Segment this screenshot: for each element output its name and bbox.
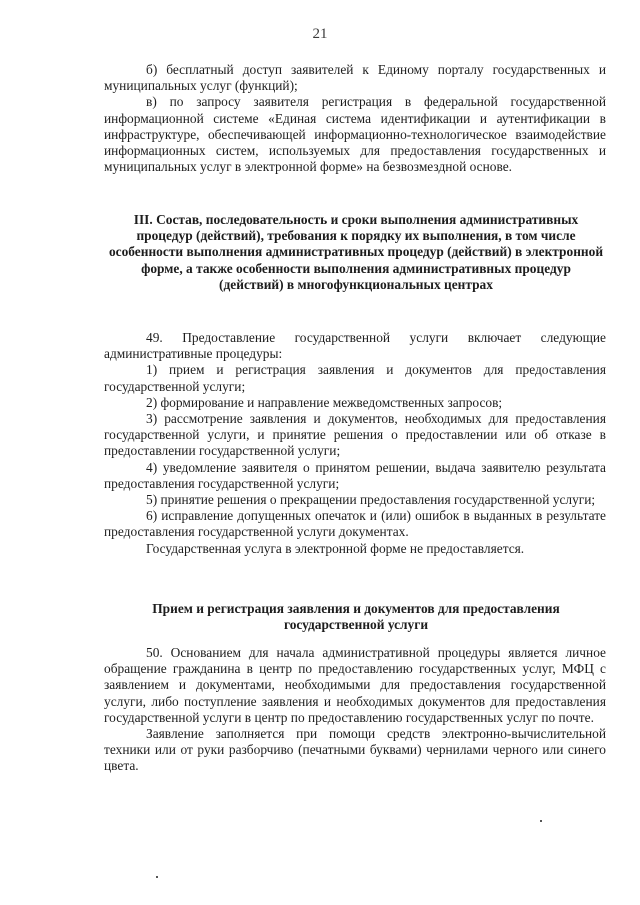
subsection-heading-reception — [108, 601, 604, 633]
paragraph-item-b: б) бесплатный доступ заявителей к Единому порталу государственных и муниципальных услуг (функций); — [104, 62, 606, 94]
paragraph-block-reception — [104, 645, 606, 775]
scan-speck — [540, 820, 542, 822]
procedure-item-3: 3) рассмотрение заявления и документов, необходимых для предоставления государственной услуги, и принятие решения о предоставлении или об отказе в предоставлении государственной услуги; — [104, 411, 606, 459]
electronic-form-note: Государственная услуга в электронной форме не предоставляется. — [146, 540, 525, 556]
paragraph-49: 49. Предоставление государственной услуги включает следующие административные процедуры: — [104, 330, 606, 362]
paragraph-block-access — [104, 62, 606, 175]
scan-speck — [156, 876, 158, 878]
paragraph-item-v: в) по запросу заявителя регистрация в федеральной государственной информационной системе «Единая система идентификации и аутентификации в инфраструктуре, обеспечивающей информационно-технологическое взаимодействие информационных систем, используемых для предоставления государственных и муниципальных услуг в электронной форме» на безвозмездной основе. — [104, 94, 606, 175]
procedure-item-1: 1) прием и регистрация заявления и документов для предоставления государственной услуги; — [104, 362, 606, 394]
procedure-item-2: 2) формирование и направление межведомственных запросов; — [146, 394, 503, 410]
procedure-item-4: 4) уведомление заявителя о принятом решении, выдача заявителю результата предоставления государственной услуги; — [104, 459, 606, 491]
section-heading-iii — [108, 212, 604, 293]
paragraph-50: 50. Основанием для начала административной процедуры является личное обращение гражданина в центр по предоставлению государственных услуг, МФЦ с заявлением и документами, необходимыми для предоставления государственной услуги, либо поступление заявления и необходимых документов для предоставления государственной услуги в центр по предоставлению государственных услуг по почте. — [104, 645, 606, 725]
procedure-item-5: 5) принятие решения о прекращении предоставления государственной услуги; — [146, 492, 596, 508]
paragraph-block-procedures — [104, 330, 606, 557]
section-heading-text: III. Состав, последовательность и сроки выполнения административных процедур (действий), требования к порядку их выполнения, в том числе особенности выполнения административных процедур (действий) в электронной форме, а также особенности выполнения административных процедур (действий) в многофункциональных центрах — [108, 212, 604, 292]
paragraph-application-filling: Заявление заполняется при помощи средств электронно-вычислительной техники или от руки разборчиво (печатными буквами) чернилами черного или синего цвета. — [104, 726, 606, 774]
subsection-heading-text: Прием и регистрация заявления и документов для предоставления государственной услуги — [152, 601, 560, 633]
procedure-item-6: 6) исправление допущенных опечаток и (или) ошибок в выданных в результате предоставления государственной услуги документах. — [104, 508, 606, 540]
page-number: 21 — [312, 26, 328, 42]
